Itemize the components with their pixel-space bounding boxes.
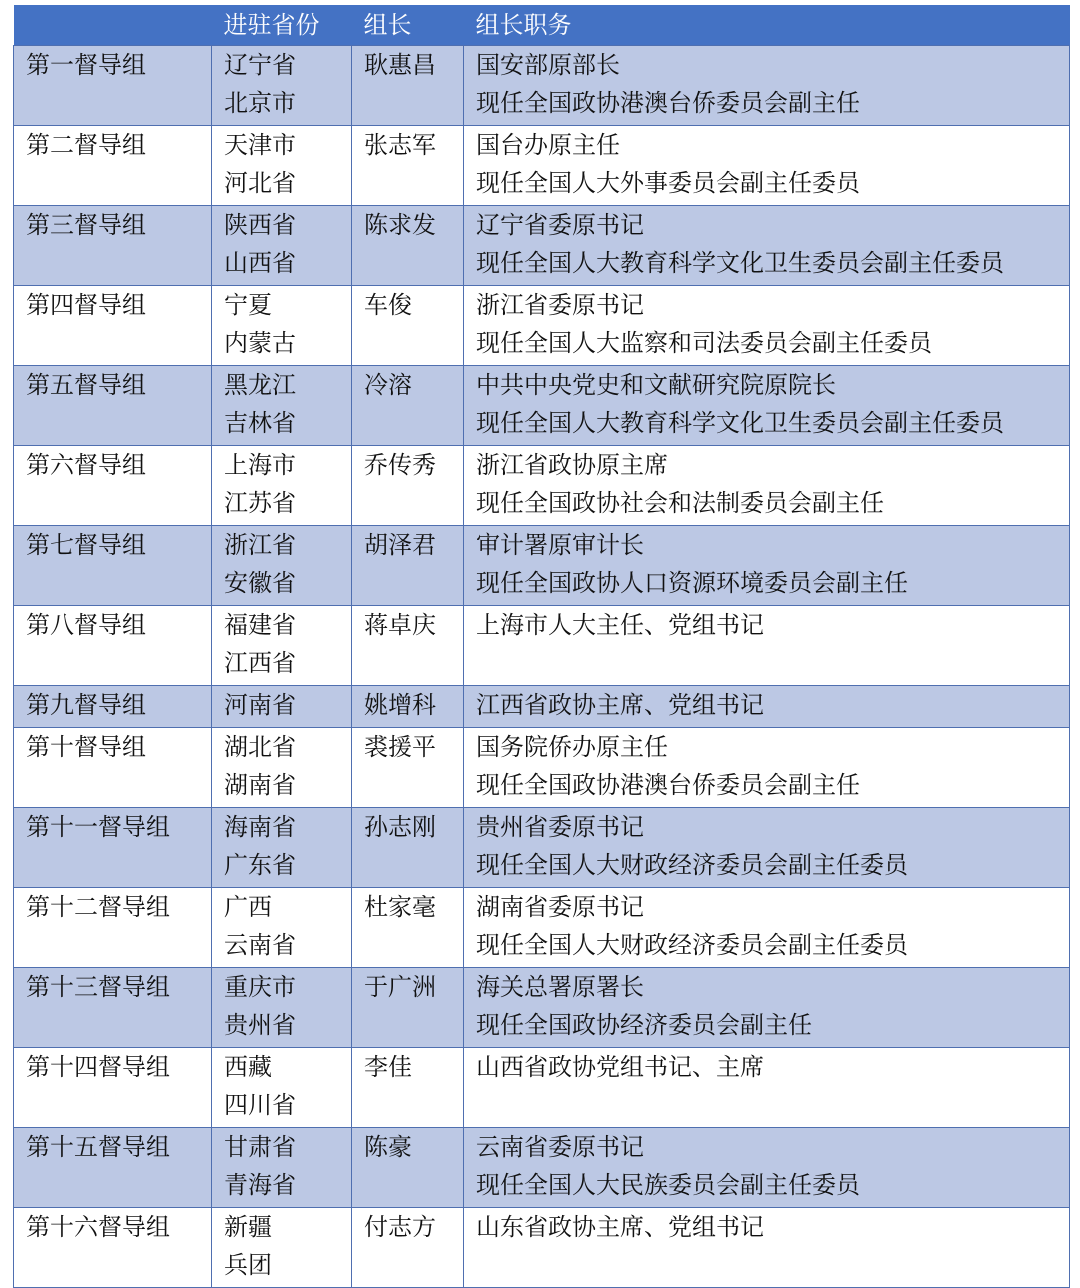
leader-name: 蒋卓庆 [364,611,436,639]
duties-cell [464,526,1070,606]
leader-cell [352,686,464,728]
province-name: 陕西省 [224,211,296,239]
duty-text: 现任全国政协人口资源环境委员会副主任 [476,569,908,597]
leader-cell [352,446,464,526]
leader-cell [352,1048,464,1128]
duty-text: 现任全国人大监察和司法委员会副主任委员 [476,329,932,357]
leader-cell [352,206,464,286]
leader-cell [352,606,464,686]
leader-cell [352,1128,464,1208]
province-name: 江西省 [224,649,296,677]
duty-text: 现任全国政协经济委员会副主任 [476,1011,812,1039]
table-row [14,968,1070,1048]
duty-text: 山西省政协党组书记、主席 [476,1053,764,1081]
leader-cell [352,1208,464,1288]
table-row [14,46,1070,126]
group-name: 第五督导组 [26,371,146,399]
group-cell [14,126,212,206]
group-name: 第十五督导组 [26,1133,170,1161]
provinces-cell [212,366,352,446]
leader-name: 孙志刚 [364,813,436,841]
provinces-cell [212,686,352,728]
group-cell [14,286,212,366]
group-name: 第十六督导组 [26,1213,170,1241]
group-cell [14,606,212,686]
province-name: 福建省 [224,611,296,639]
duty-text: 现任全国人大教育科学文化卫生委员会副主任委员 [476,249,1004,277]
duty-text: 海关总署原署长 [476,973,644,1001]
province-name: 湖北省 [224,733,296,761]
group-name: 第十三督导组 [26,973,170,1001]
duty-text: 湖南省委原书记 [476,893,644,921]
duty-text: 现任全国政协港澳台侨委员会副主任 [476,89,860,117]
leader-cell [352,808,464,888]
provinces-cell [212,206,352,286]
group-cell [14,888,212,968]
duties-cell [464,888,1070,968]
leader-name: 陈求发 [364,211,436,239]
province-name: 西藏 [224,1053,272,1081]
table-body [14,46,1070,1288]
group-name: 第一督导组 [26,51,146,79]
province-name: 重庆市 [224,973,296,1001]
group-name: 第十督导组 [26,733,146,761]
province-name: 黑龙江 [224,371,296,399]
leader-cell [352,728,464,808]
group-cell [14,1128,212,1208]
provinces-cell [212,446,352,526]
leader-name: 于广洲 [364,973,436,1001]
provinces-cell [212,126,352,206]
leader-name: 姚增科 [364,691,436,719]
table-row [14,526,1070,606]
duties-cell [464,1048,1070,1128]
duty-text: 江西省政协主席、党组书记 [476,691,764,719]
leader-name: 张志军 [364,131,436,159]
group-name: 第九督导组 [26,691,146,719]
province-name: 山西省 [224,249,296,277]
provinces-cell [212,968,352,1048]
duty-text: 云南省委原书记 [476,1133,644,1161]
duties-cell [464,968,1070,1048]
duty-text: 辽宁省委原书记 [476,211,644,239]
provinces-cell [212,526,352,606]
leader-cell [352,526,464,606]
group-name: 第三督导组 [26,211,146,239]
leader-cell [352,46,464,126]
table-row [14,446,1070,526]
provinces-cell [212,728,352,808]
leader-name: 胡泽君 [364,531,436,559]
group-cell [14,206,212,286]
duty-text: 浙江省委原书记 [476,291,644,319]
duty-text: 现任全国人大外事委员会副主任委员 [476,169,860,197]
group-cell [14,1208,212,1288]
group-cell [14,686,212,728]
group-name: 第十二督导组 [26,893,170,921]
duty-text: 国台办原主任 [476,131,620,159]
province-name: 海南省 [224,813,296,841]
duty-text: 中共中央党史和文献研究院原院长 [476,371,836,399]
province-name: 甘肃省 [224,1133,296,1161]
leader-name: 杜家毫 [364,893,436,921]
duty-text: 现任全国人大民族委员会副主任委员 [476,1171,860,1199]
duty-text: 现任全国政协港澳台侨委员会副主任 [476,771,860,799]
provinces-cell [212,606,352,686]
supervision-groups-table [13,5,1070,1288]
table-header [14,5,1070,46]
province-name: 贵州省 [224,1011,296,1039]
province-name: 浙江省 [224,531,296,559]
table-row [14,606,1070,686]
group-cell [14,968,212,1048]
header-group [14,5,212,46]
leader-cell [352,968,464,1048]
province-name: 青海省 [224,1171,296,1199]
table-row [14,286,1070,366]
leader-cell [352,126,464,206]
province-name: 兵团 [224,1251,272,1279]
group-name: 第六督导组 [26,451,146,479]
group-cell [14,1048,212,1128]
duties-cell [464,686,1070,728]
table-row [14,366,1070,446]
table-row [14,808,1070,888]
province-name: 湖南省 [224,771,296,799]
duties-cell [464,606,1070,686]
province-name: 广西 [224,893,272,921]
duty-text: 审计署原审计长 [476,531,644,559]
leader-name: 李佳 [364,1053,412,1081]
duties-cell [464,366,1070,446]
leader-name: 乔传秀 [364,451,436,479]
group-name: 第十四督导组 [26,1053,170,1081]
group-cell [14,728,212,808]
province-name: 上海市 [224,451,296,479]
duties-cell [464,1208,1070,1288]
duty-text: 国安部原部长 [476,51,620,79]
group-cell [14,808,212,888]
province-name: 云南省 [224,931,296,959]
leader-name: 陈豪 [364,1133,412,1161]
province-name: 内蒙古 [224,329,296,357]
provinces-cell [212,286,352,366]
provinces-cell [212,888,352,968]
table-row [14,1208,1070,1288]
group-name: 第四督导组 [26,291,146,319]
province-name: 河北省 [224,169,296,197]
table-row [14,1128,1070,1208]
group-name: 第八督导组 [26,611,146,639]
leader-name: 耿惠昌 [364,51,436,79]
province-name: 天津市 [224,131,296,159]
duty-text: 贵州省委原书记 [476,813,644,841]
province-name: 广东省 [224,851,296,879]
group-cell [14,366,212,446]
table-row [14,126,1070,206]
group-name: 第十一督导组 [26,813,170,841]
duties-cell [464,808,1070,888]
provinces-cell [212,1208,352,1288]
group-name: 第二督导组 [26,131,146,159]
table-row [14,206,1070,286]
leader-name: 付志方 [364,1213,436,1241]
duty-text: 国务院侨办原主任 [476,733,668,761]
group-cell [14,446,212,526]
province-name: 宁夏 [224,291,272,319]
duty-text: 上海市人大主任、党组书记 [476,611,764,639]
leader-cell [352,366,464,446]
provinces-cell [212,1048,352,1128]
table-row [14,686,1070,728]
leader-name: 车俊 [364,291,412,319]
province-name: 安徽省 [224,569,296,597]
duty-text: 现任全国政协社会和法制委员会副主任 [476,489,884,517]
province-name: 四川省 [224,1091,296,1119]
duty-text: 山东省政协主席、党组书记 [476,1213,764,1241]
duties-cell [464,286,1070,366]
header-provinces: 进驻省份 [212,5,352,46]
table-row [14,888,1070,968]
province-name: 江苏省 [224,489,296,517]
leader-name: 冷溶 [364,371,412,399]
group-cell [14,46,212,126]
provinces-cell [212,808,352,888]
duties-cell [464,446,1070,526]
province-name: 北京市 [224,89,296,117]
leader-cell [352,286,464,366]
duties-cell [464,206,1070,286]
table-row [14,728,1070,808]
duties-cell [464,46,1070,126]
group-name: 第七督导组 [26,531,146,559]
header-row [14,5,1070,46]
duty-text: 浙江省政协原主席 [476,451,668,479]
province-name: 吉林省 [224,409,296,437]
group-cell [14,526,212,606]
provinces-cell [212,1128,352,1208]
province-name: 新疆 [224,1213,272,1241]
leader-cell [352,888,464,968]
duty-text: 现任全国人大财政经济委员会副主任委员 [476,851,908,879]
duties-cell [464,126,1070,206]
duty-text: 现任全国人大财政经济委员会副主任委员 [476,931,908,959]
province-name: 河南省 [224,691,296,719]
province-name: 辽宁省 [224,51,296,79]
duty-text: 现任全国人大教育科学文化卫生委员会副主任委员 [476,409,1004,437]
leaders-table-container [13,5,1069,1288]
duties-cell [464,728,1070,808]
duties-cell [464,1128,1070,1208]
header-leader: 组长 [352,5,464,46]
provinces-cell [212,46,352,126]
leader-name: 裘援平 [364,733,436,761]
header-leader-duties: 组长职务 [464,5,1070,46]
table-row [14,1048,1070,1128]
